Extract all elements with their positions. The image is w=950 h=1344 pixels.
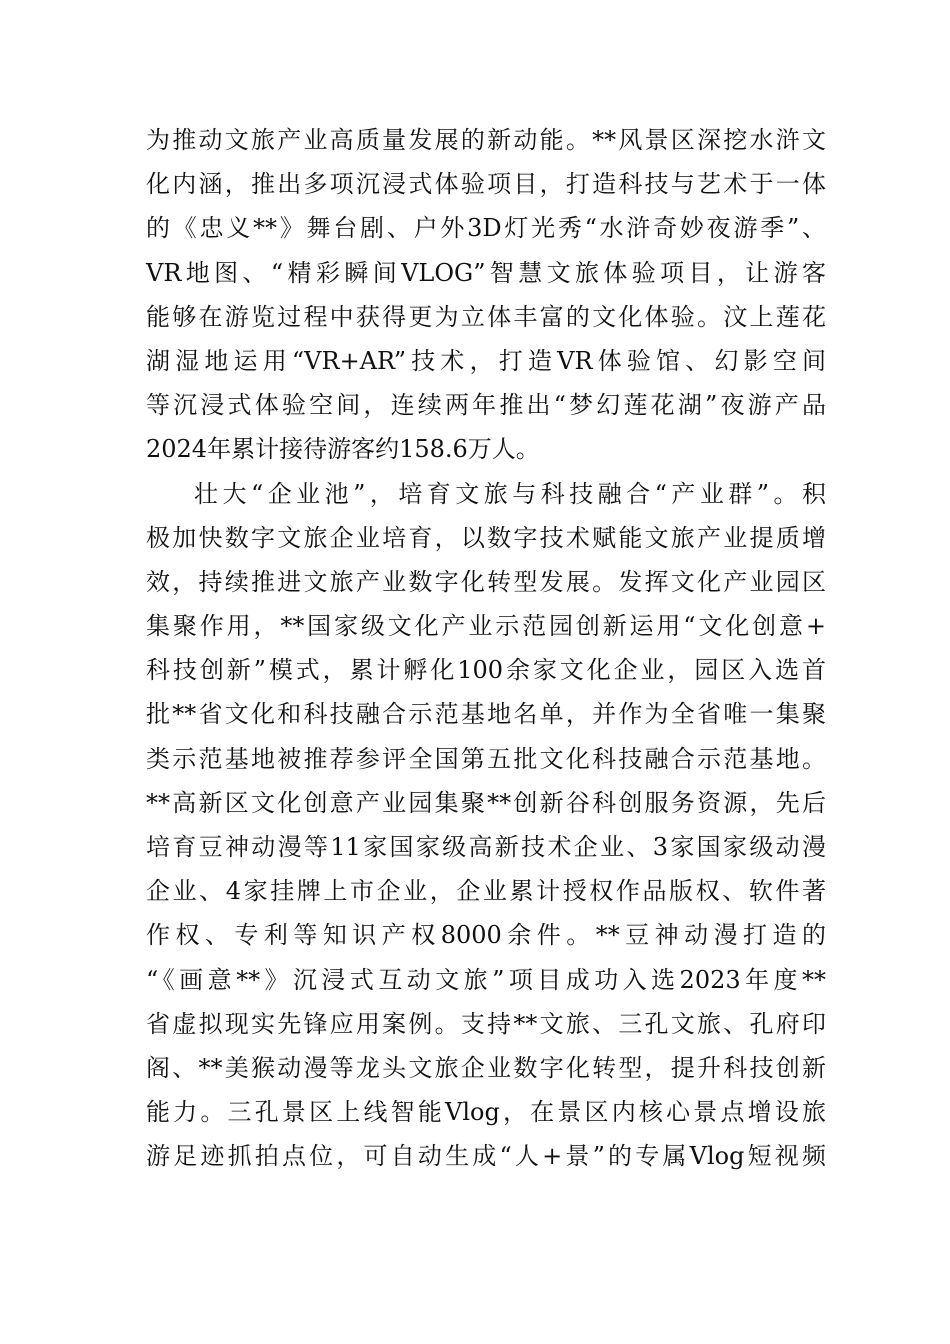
paragraph-line: 集聚作用，**国家级文化产业示范园创新运用“文化创意+ [146, 612, 826, 641]
body-text [146, 118, 826, 1179]
paragraph-line: 的《忠义**》舞台剧、户外3D灯光秀“水浒奇妙夜游季”、 [146, 214, 826, 243]
paragraph-line: 游足迹抓拍点位，可自动生成“人+景”的专属Vlog短视频 [146, 1142, 826, 1171]
paragraph-line: 培育豆神动漫等11家国家级高新技术企业、3家国家级动漫 [146, 833, 826, 861]
paragraph-line: 企业、4家挂牌上市企业，企业累计授权作品版权、软件著 [146, 877, 826, 906]
paragraph-line: 壮大“企业池”，培育文旅与科技融合“产业群”。积 [194, 479, 826, 508]
paragraph-line: VR地图、“精彩瞬间VLOG”智慧文旅体验项目，让游客 [146, 258, 826, 287]
paragraph-line: 批**省文化和科技融合示范基地名单，并作为全省唯一集聚 [146, 700, 826, 729]
paragraph-line: 极加快数字文旅企业培育，以数字技术赋能文旅产业提质增 [146, 523, 826, 552]
paragraph-line: 能够在游览过程中获得更为立体丰富的文化体验。汶上莲花 [146, 302, 826, 331]
paragraph-line: 作权、专利等知识产权8000余件。**豆神动漫打造的 [146, 921, 826, 950]
paragraph-line: 省虚拟现实先锋应用案例。支持**文旅、三孔文旅、孔府印 [146, 1009, 826, 1038]
paragraph-line: 等沉浸式体验空间，连续两年推出“梦幻莲花湖”夜游产品 [146, 391, 826, 420]
paragraph-line: 能力。三孔景区上线智能Vlog，在景区内核心景点增设旅 [146, 1098, 826, 1127]
paragraph-line: **高新区文化创意产业园集聚**创新谷科创服务资源，先后 [146, 788, 826, 817]
paragraph-line: 为推动文旅产业高质量发展的新动能。**风景区深挖水浒文 [146, 126, 826, 154]
paragraph-line: 2024年累计接待游客约158.6万人。 [146, 435, 540, 464]
paragraph-line: “《画意**》沉浸式互动文旅”项目成功入选2023年度** [146, 965, 826, 994]
paragraph-line: 科技创新”模式，累计孵化100余家文化企业，园区入选首 [146, 656, 826, 685]
paragraph-line: 湖湿地运用“VR+AR”技术，打造VR体验馆、幻影空间 [146, 346, 826, 375]
paragraph-2 [146, 472, 826, 1179]
paragraph-line: 类示范基地被推荐参评全国第五批文化科技融合示范基地。 [146, 744, 826, 773]
paragraph-line: 阁、**美猴动漫等龙头文旅企业数字化转型，提升科技创新 [146, 1053, 826, 1082]
paragraph-line: 效，持续推进文旅产业数字化转型发展。发挥文化产业园区 [146, 567, 826, 596]
paragraph-line: 化内涵，推出多项沉浸式体验项目，打造科技与艺术于一体 [146, 170, 826, 199]
paragraph-1 [146, 118, 826, 472]
